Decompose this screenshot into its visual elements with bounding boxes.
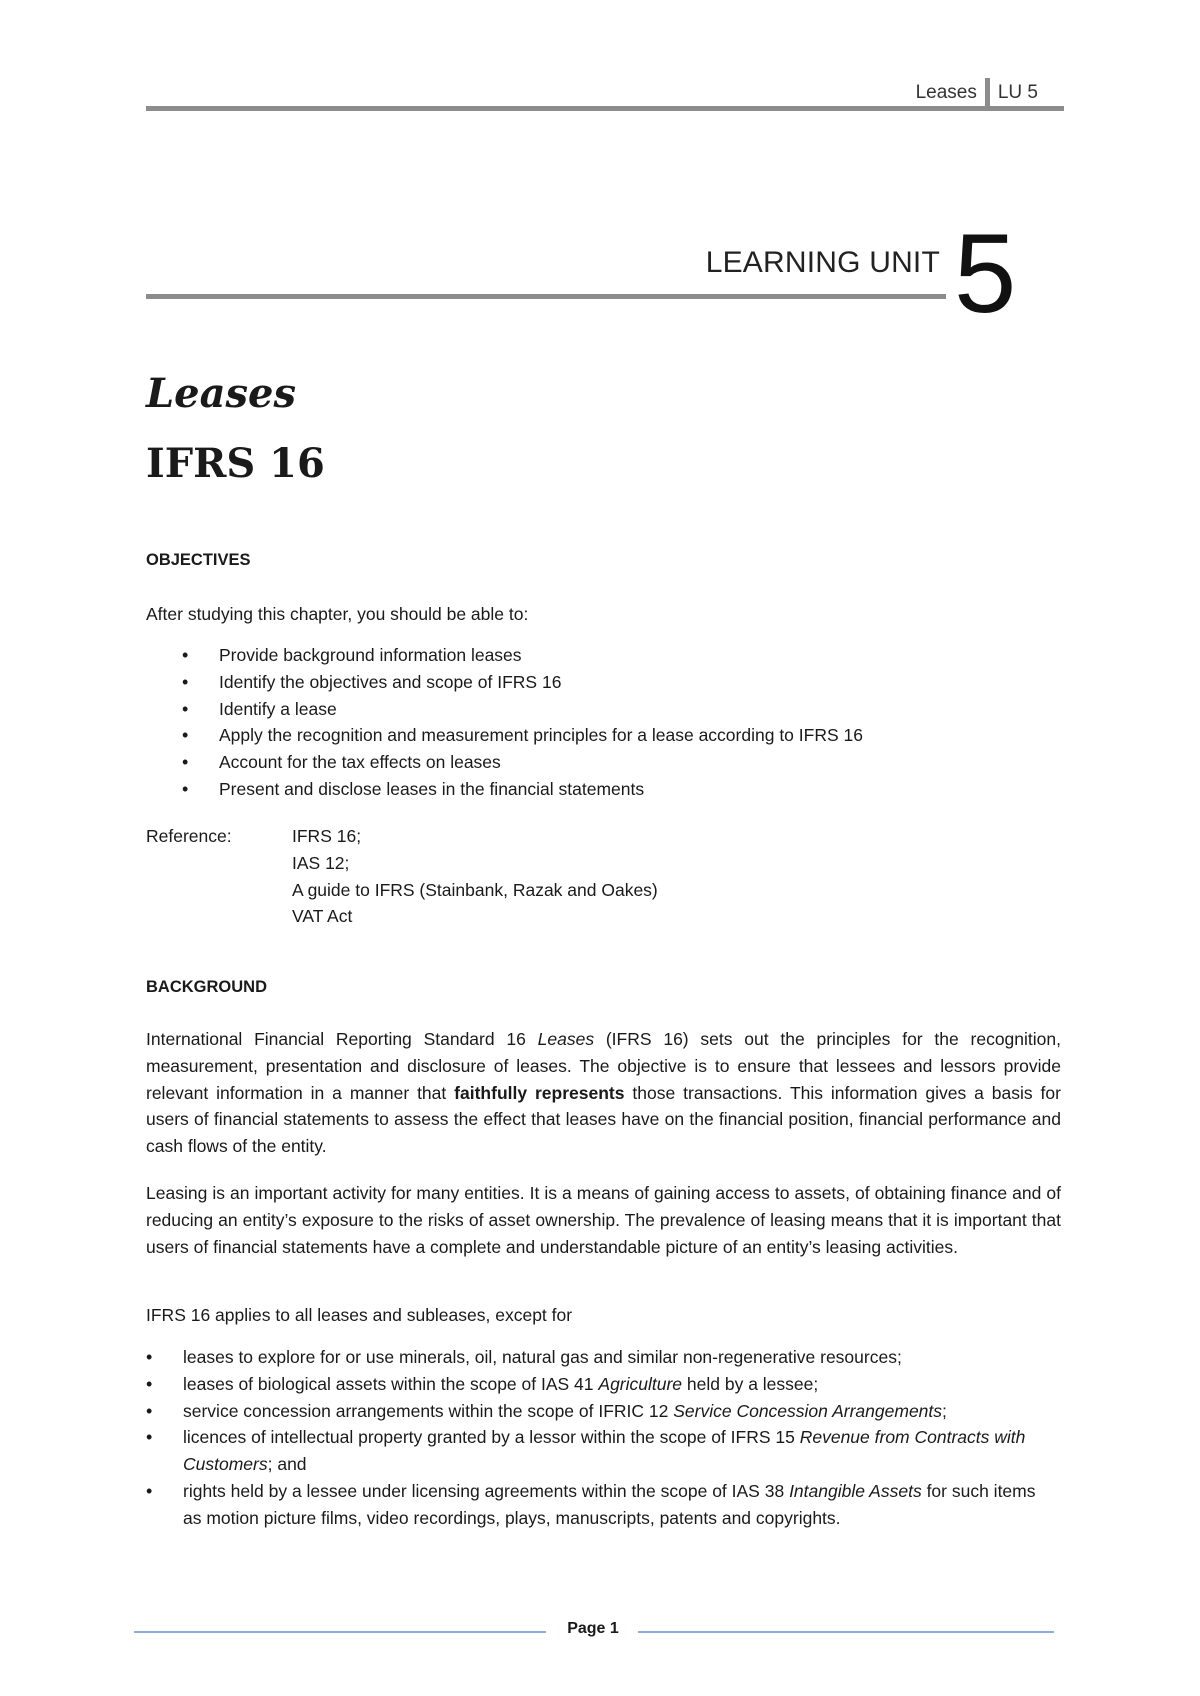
learning-unit-rule [146,294,946,299]
list-item: • Identify a lease [219,696,1069,723]
header-unit: LU 5 [997,82,1038,103]
header-title: Leases [915,82,977,103]
running-header [908,78,1046,108]
learning-unit-label: LEARNING UNIT [705,246,940,279]
objectives-list [219,642,1069,803]
background-heading: BACKGROUND [146,978,267,996]
background-paragraph-3: IFRS 16 applies to all leases and subleases, except for [146,1305,573,1325]
reference-item: IAS 12; [292,852,350,873]
reference-item: A guide to IFRS (Stainbank, Razak and Oakes) [292,879,658,900]
list-item: • Identify the objectives and scope of IFRS 16 [219,669,1069,696]
footer-rule-left [134,1631,546,1633]
page-number: Page 1 [567,1620,619,1637]
learning-unit-number: 5 [954,211,1017,336]
reference-label: Reference: [146,826,232,846]
list-item: • rights held by a lessee under licensing agreements within the scope of IAS 38 Intangible Assets for such items as motion picture films, video recordings, plays, manuscripts, patents and copyrights. [183,1478,1043,1532]
page-subtitle: IFRS 16 [146,440,325,487]
list-item: • Provide background information leases [219,642,1069,669]
objectives-heading: OBJECTIVES [146,551,251,569]
list-item: • Account for the tax effects on leases [219,749,1069,776]
list-item: • leases to explore for or use minerals, oil, natural gas and similar non-regenerative resources; [183,1344,1043,1371]
exceptions-list [183,1344,1043,1532]
list-item: • service concession arrangements within the scope of IFRIC 12 Service Concession Arrangements; [183,1398,1043,1425]
objectives-intro: After studying this chapter, you should be able to: [146,604,529,624]
background-paragraph-2: Leasing is an important activity for many entities. It is a means of gaining access to assets, of obtaining finance and of reducing an entity’s exposure to the risks of asset ownership. The prevalence of leasing means that it is important that users of financial statements have a complete and understandable picture of an entity’s leasing activities. [146,1183,1061,1257]
list-item: • licences of intellectual property granted by a lessor within the scope of IFRS 15 Revenue from Contracts with Customers; and [183,1424,1043,1478]
reference-item: IFRS 16; [292,826,362,846]
list-item: • leases of biological assets within the scope of IAS 41 Agriculture held by a lessee; [183,1371,1043,1398]
reference-item: VAT Act [292,906,353,927]
header-rule [146,106,1064,111]
background-paragraph-1: International Financial Reporting Standard 16 Leases (IFRS 16) sets out the principles for the recognition, measurement, presentation and disclosure of leases. The objective is to ensure that lessees and lessors provide relevant information in a manner that faithfully represents those transactions. This information gives a basis for users of financial statements to assess the effect that leases have on the financial position, financial performance and cash flows of the entity. [146,1029,1061,1157]
list-item: • Apply the recognition and measurement principles for a lease according to IFRS 16 [219,722,1069,749]
list-item: • Present and disclose leases in the financial statements [219,776,1069,803]
page-title: Leases [146,370,296,417]
reference-list [292,823,658,930]
footer-rule-right [638,1631,1054,1633]
